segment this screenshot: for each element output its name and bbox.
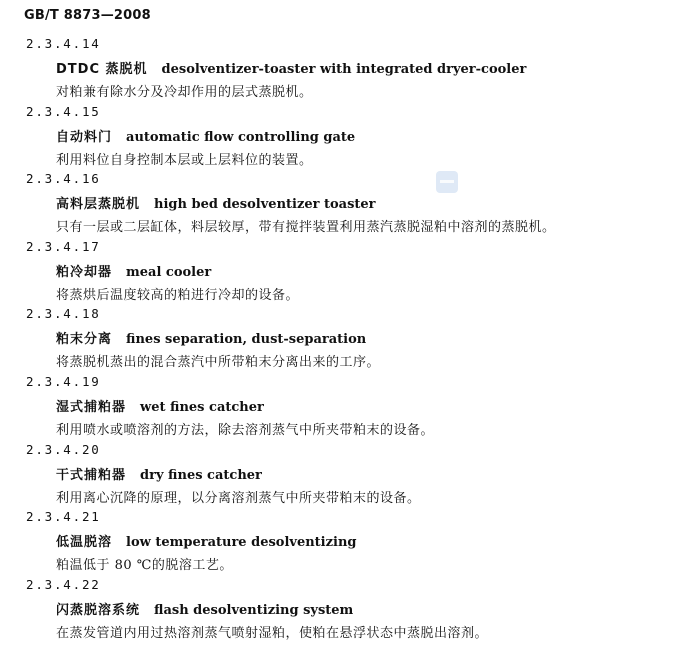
term-english: meal cooler (126, 264, 212, 280)
term-chinese: 湿式捕粕器 (56, 399, 127, 415)
term-chinese: 干式捕粕器 (56, 467, 127, 483)
clause-number: 2.3.4.15 (26, 103, 101, 119)
term-entry (0, 239, 673, 307)
term-definition: 对粕兼有除水分及冷却作用的层式蒸脱机。 (56, 85, 313, 100)
term-heading (56, 261, 211, 280)
term-definition: 在蒸发管道内用过热溶剂蒸气喷射湿粕，使粕在悬浮状态中蒸脱出溶剂。 (56, 625, 489, 641)
clause-number: 2.3.4.19 (26, 373, 101, 389)
clause-number: 2.3.4.18 (26, 306, 101, 322)
term-heading (56, 396, 264, 415)
term-chinese: 粕冷却器 (56, 264, 113, 280)
term-entry (0, 374, 673, 442)
term-entry (0, 442, 673, 510)
term-definition: 利用料位自身控制本层或上层料位的装置。 (56, 152, 313, 168)
term-chinese: 低温脱溶 (56, 535, 113, 551)
term-entry (0, 306, 673, 374)
term-entry (0, 104, 673, 172)
term-english: high bed desolventizer toaster (154, 197, 376, 213)
term-chinese: 粕末分离 (56, 332, 113, 348)
term-entry (0, 171, 673, 239)
term-entries-list (0, 36, 673, 644)
term-definition: 将蒸烘后温度较高的粕进行冷却的设备。 (56, 287, 300, 303)
term-definition: 利用喷水或喷溶剂的方法，除去溶剂蒸气中所夹带粕末的设备。 (56, 422, 435, 438)
term-chinese: 自动料门 (56, 129, 113, 145)
term-heading (56, 126, 355, 145)
term-english: dry fines catcher (140, 467, 262, 483)
clause-number: 2.3.4.20 (26, 441, 101, 457)
term-heading (56, 328, 366, 347)
clause-number: 2.3.4.17 (26, 238, 101, 254)
clause-number: 2.3.4.22 (26, 576, 101, 592)
term-heading (56, 599, 353, 618)
term-chinese: 闪蒸脱溶系统 (56, 602, 141, 618)
term-heading (56, 464, 262, 483)
term-definition: 将蒸脱机蒸出的混合蒸汽中所带粕末分离出来的工序。 (56, 355, 381, 371)
term-definition: 粕温低于 80 ℃的脱溶工艺。 (56, 558, 233, 574)
term-english: low temperature desolventizing (126, 535, 357, 551)
term-chinese: DTDC 蒸脱机 (56, 62, 148, 77)
term-english: fines separation, dust-separation (126, 332, 367, 348)
term-entry (0, 509, 673, 577)
term-chinese: 高料层蒸脱机 (56, 197, 141, 213)
term-entry (0, 36, 673, 104)
term-english: automatic flow controlling gate (126, 129, 356, 145)
term-english: wet fines catcher (140, 399, 264, 415)
term-definition: 利用离心沉降的原理，以分离溶剂蒸气中所夹带粕末的设备。 (56, 490, 421, 506)
term-english: flash desolventizing system (154, 602, 354, 618)
term-heading (56, 58, 526, 77)
term-heading (56, 531, 356, 550)
clause-number: 2.3.4.14 (26, 36, 101, 51)
clause-number: 2.3.4.16 (26, 171, 101, 187)
term-heading (56, 193, 376, 212)
term-entry (0, 577, 673, 645)
clause-number: 2.3.4.21 (26, 509, 101, 525)
term-definition: 只有一层或二层缸体，料层较厚，带有搅拌装置利用蒸汽蒸脱湿粕中溶剂的蒸脱机。 (56, 220, 556, 236)
standard-code-header: GB/T 8873—2008 (24, 8, 151, 23)
term-english: desolventizer-toaster with integrated dryer-cooler (161, 62, 527, 77)
